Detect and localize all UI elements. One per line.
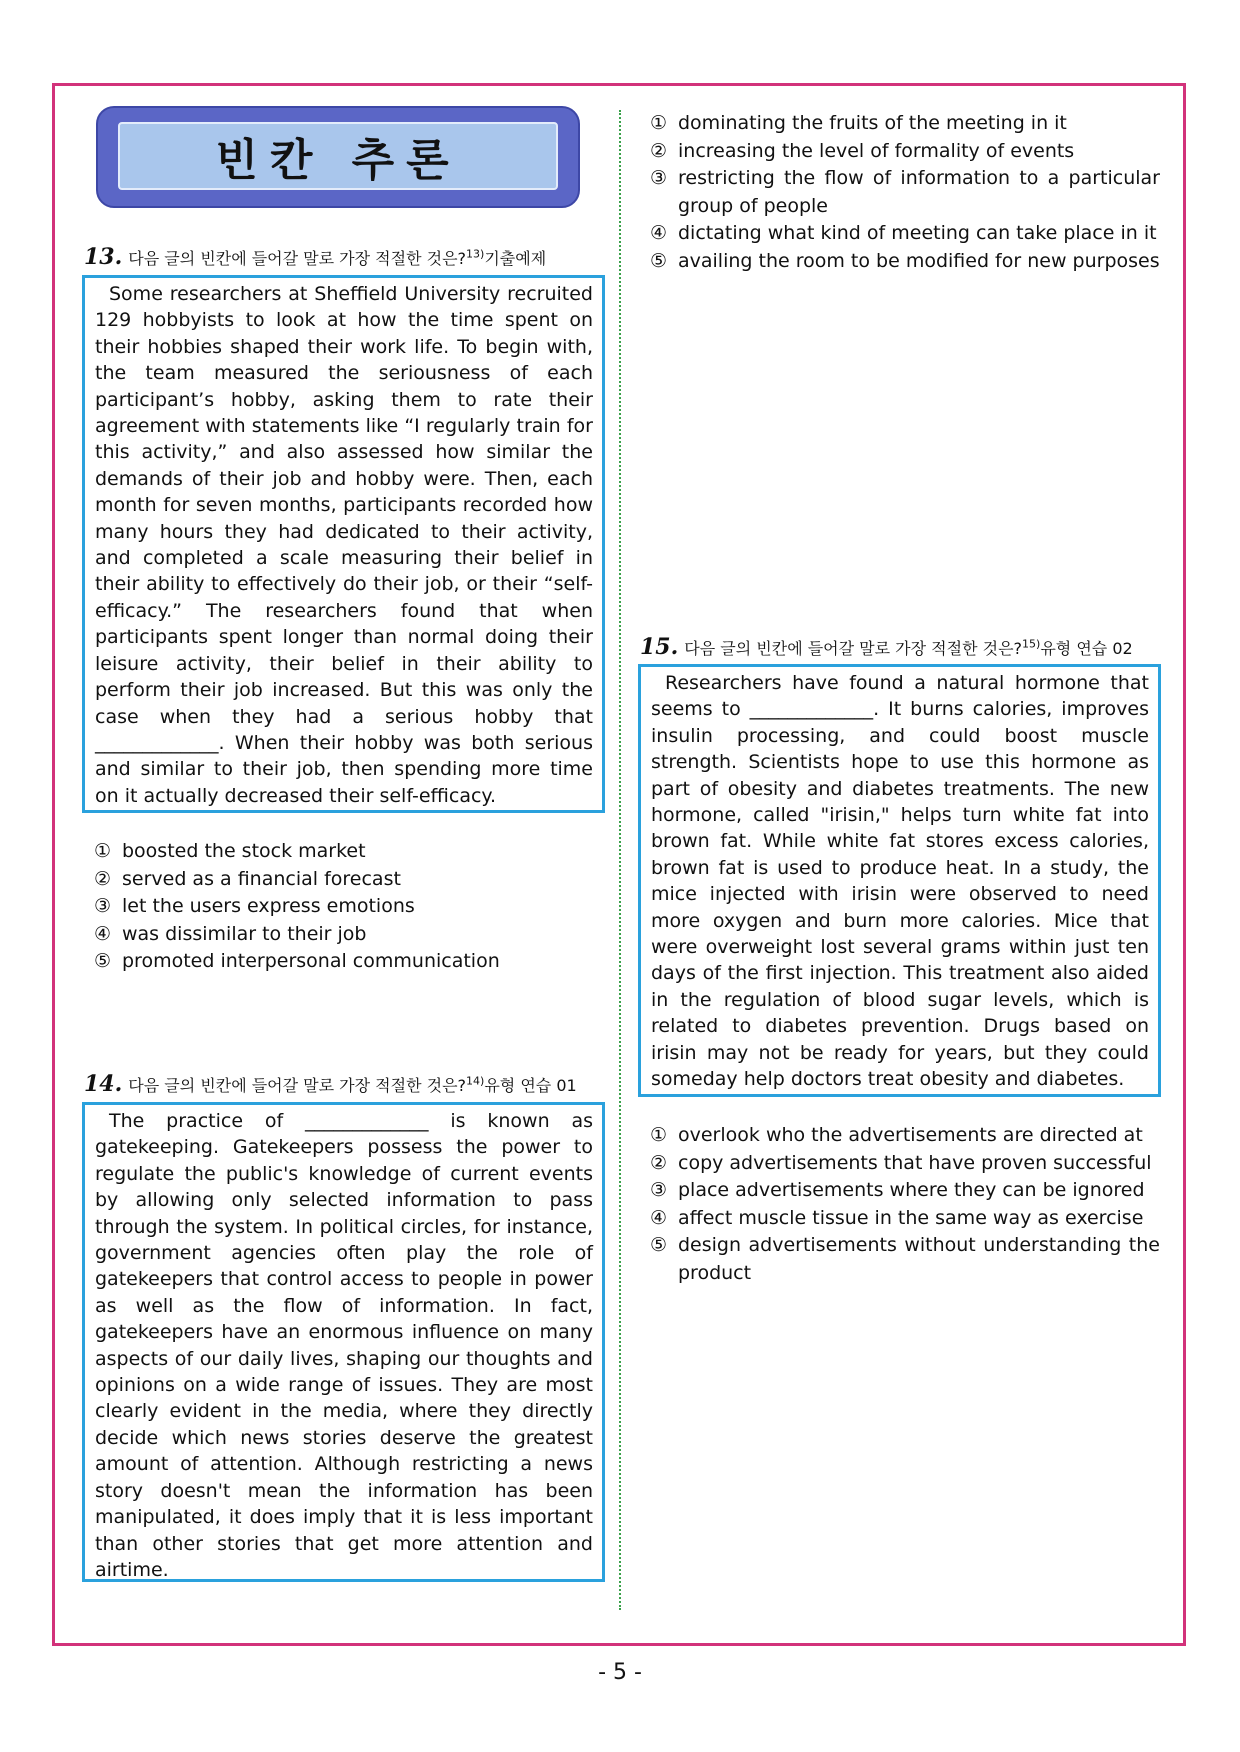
passage-text: The practice of _____________ is known as gatekeeping. Gatekeepers possess the power to regulate the public's knowledge of current events by allowing only selected information to pass through the system. In political circles, for instance, government agencies often play the role of gatekeepers that control access to people in power as well as the flow of information. In fact, gatekeepers have an enormous influence on many aspects of our daily lives, shaping our thoughts and opinions on a wide range of issues. They are most clearly evident in the media, where they directly decide which news stories deserve the greatest amount of attention. Although restricting a news story doesn't mean the information has been manipulated, it does imply that it is less important than other stories that get more attention and airtime. <box>95 1110 593 1581</box>
choice-text: dominating the fruits of the meeting in it <box>678 112 1067 134</box>
question-prompt: 다음 글의 빈칸에 들어갈 말로 가장 적절한 것은? <box>128 249 467 268</box>
choice-text: affect muscle tissue in the same way as exercise <box>678 1206 1144 1229</box>
choice-number: ⑤ <box>650 1234 668 1256</box>
section-title-banner <box>96 106 580 208</box>
column-divider <box>619 110 621 1610</box>
question-14-choices <box>650 110 1160 275</box>
choice-item[interactable] <box>650 165 1160 220</box>
choice-text: promoted interpersonal communication <box>122 950 500 972</box>
question-15-choices <box>650 1122 1160 1287</box>
choice-text: boosted the stock market <box>122 840 366 862</box>
section-title: 빈칸 추론 <box>215 135 461 186</box>
choice-text: copy advertisements that have proven successful <box>678 1151 1152 1174</box>
choice-number: ① <box>94 840 112 862</box>
choice-item[interactable] <box>94 893 594 921</box>
footnote-marker: 15) <box>1022 637 1041 651</box>
choice-text: let the users express emotions <box>122 895 415 917</box>
question-tag: 유형 연습 01 <box>484 1076 577 1095</box>
choice-number: ④ <box>650 222 668 244</box>
choice-text: place advertisements where they can be ignored <box>678 1179 1145 1201</box>
choice-number: ① <box>650 1124 668 1146</box>
choice-text: design advertisements without understanding the product <box>678 1234 1160 1284</box>
question-number: 13. <box>84 244 123 270</box>
question-14-passage-box <box>82 1102 605 1582</box>
page-number: - 5 - <box>598 1660 642 1685</box>
choice-text: served as a financial forecast <box>122 867 401 890</box>
choice-number: ⑤ <box>650 249 668 272</box>
choice-item[interactable] <box>650 220 1160 248</box>
choice-item[interactable] <box>650 1177 1160 1205</box>
choice-number: ③ <box>94 895 112 917</box>
choice-item[interactable] <box>650 138 1160 166</box>
choice-number: ③ <box>650 1179 668 1201</box>
passage-text: Some researchers at Sheffield University recruited 129 hobbyists to look at how the time spent on their hobbies shaped their work life. To begin with, the team measured the seriousness of each participant’s hobby, asking them to rate their agreement with statements like “I regularly train for this activity,” and also assessed how similar the demands of their job and hobby were. Then, each month for seven months, participants recorded how many hours they had dedicated to their activity, and completed a scale measuring their belief in their ability to effectively do their job, or their “self-efficacy.” The researchers found that when participants spent longer than normal doing their leisure activity, their belief in their ability to perform their job increased. But this was only the case when they had a serious hobby that _____________. When their hobby was both serious and similar to their job, then spending more time on it actually decreased their self-efficacy. <box>95 283 593 807</box>
question-tag: 유형 연습 02 <box>1040 639 1133 658</box>
footnote-marker: 14) <box>466 1074 485 1088</box>
choice-number: ② <box>650 139 668 162</box>
choice-item[interactable] <box>94 838 594 866</box>
choice-item[interactable] <box>650 110 1160 138</box>
section-title-panel <box>118 122 558 190</box>
choice-number: ② <box>650 1151 668 1174</box>
choice-text: availing the room to be modified for new purposes <box>678 249 1160 272</box>
question-prompt: 다음 글의 빈칸에 들어갈 말로 가장 적절한 것은? <box>684 639 1023 658</box>
choice-item[interactable] <box>94 948 594 976</box>
question-13-choices <box>94 838 594 976</box>
question-15-passage-box <box>638 664 1161 1097</box>
choice-number: ① <box>650 112 668 134</box>
question-14-header <box>84 1071 577 1097</box>
choice-number: ③ <box>650 167 668 189</box>
choice-text: overlook who the advertisements are directed at <box>678 1124 1143 1146</box>
question-tag: 기출예제 <box>484 249 547 268</box>
choice-number: ④ <box>94 922 112 945</box>
question-prompt: 다음 글의 빈칸에 들어갈 말로 가장 적절한 것은? <box>128 1076 467 1095</box>
choice-text: increasing the level of formality of events <box>678 139 1075 162</box>
choice-text: restricting the flow of information to a particular group of people <box>678 167 1160 217</box>
choice-item[interactable] <box>650 248 1160 276</box>
choice-item[interactable] <box>94 921 594 949</box>
choice-text: was dissimilar to their job <box>122 922 367 945</box>
choice-number: ② <box>94 867 112 890</box>
question-number: 15. <box>640 634 679 660</box>
passage-text: Researchers have found a natural hormone that seems to _____________. It burns calories, improves insulin processing, and could boost muscle strength. Scientists hope to use this hormone as part of obesity and diabetes treatments. The new hormone, called "irisin," helps turn white fat into brown fat. While white fat stores excess calories, brown fat is used to produce heat. In a study, the mice injected with irisin were observed to need more oxygen and burn more calories. Mice that were overweight lost several grams within just ten days of the first injection. This treatment also aided in the regulation of blood sugar levels, which is related to diabetes prevention. Drugs based on irisin may not be ready for years, but they could someday help doctors treat obesity and diabetes. <box>651 672 1149 1091</box>
footnote-marker: 13) <box>466 247 485 261</box>
question-13-passage-box <box>82 275 605 813</box>
choice-item[interactable] <box>650 1150 1160 1178</box>
question-13-header <box>84 244 546 270</box>
choice-item[interactable] <box>650 1232 1160 1287</box>
choice-item[interactable] <box>94 866 594 894</box>
choice-text: dictating what kind of meeting can take place in it <box>678 222 1157 244</box>
question-number: 14. <box>84 1071 123 1097</box>
question-15-header <box>640 634 1133 660</box>
choice-item[interactable] <box>650 1205 1160 1233</box>
choice-number: ④ <box>650 1206 668 1229</box>
choice-item[interactable] <box>650 1122 1160 1150</box>
choice-number: ⑤ <box>94 950 112 972</box>
